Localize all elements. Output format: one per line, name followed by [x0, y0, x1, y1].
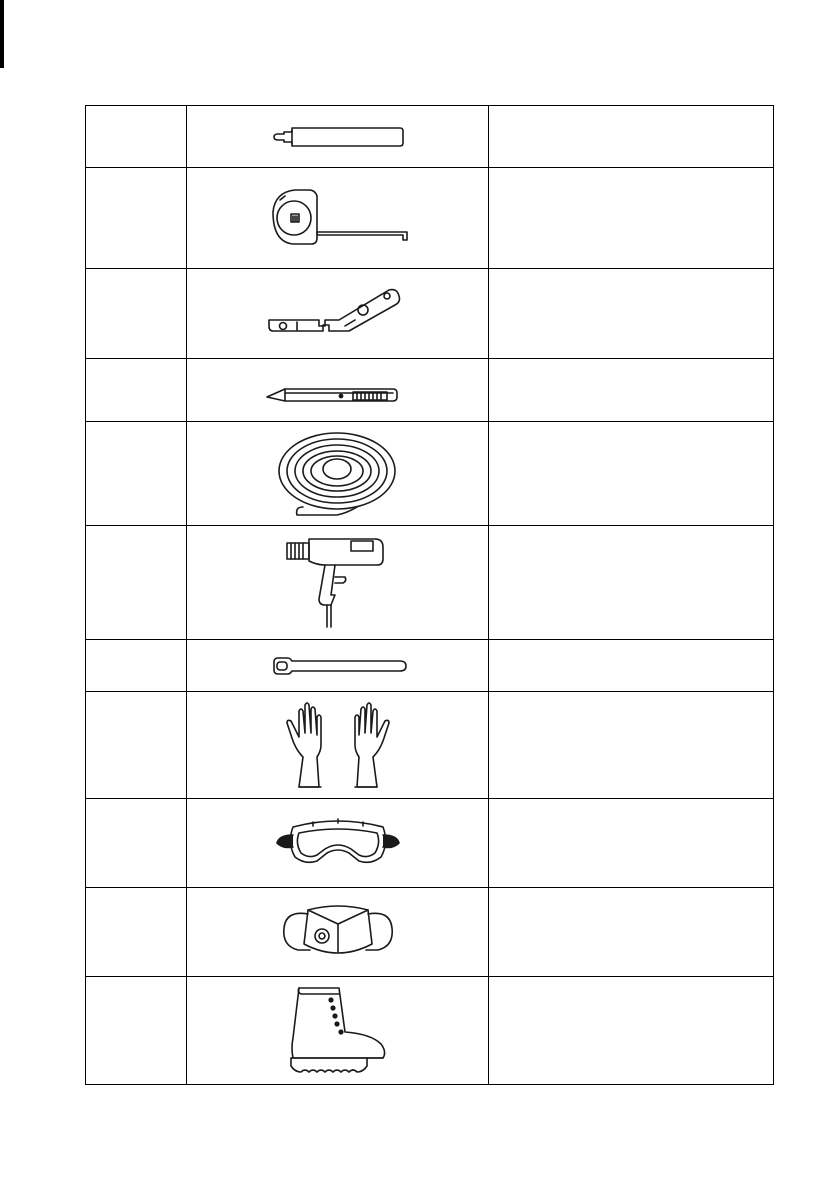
tool-picture-cell — [187, 269, 489, 359]
tool-picture-cell — [187, 692, 489, 799]
tool-description-cell — [489, 977, 774, 1085]
table-row — [86, 799, 774, 888]
tool-number-cell — [86, 888, 187, 977]
tool-description-cell — [489, 422, 774, 526]
tool-number-cell — [86, 526, 187, 640]
tool-description-cell — [489, 269, 774, 359]
tool-picture-cell — [187, 799, 489, 888]
tool-picture-cell — [187, 526, 489, 640]
tool-description-cell — [489, 168, 774, 269]
tool-number-cell — [86, 977, 187, 1085]
crimp-tool-icon — [263, 284, 413, 344]
tool-number-cell — [86, 359, 187, 422]
dust-mask-icon — [278, 900, 398, 964]
table-row — [86, 359, 774, 422]
tool-number-cell — [86, 269, 187, 359]
tape-measure-icon — [263, 186, 413, 250]
tool-description-cell — [489, 359, 774, 422]
cable-tie-icon — [268, 653, 408, 679]
tool-picture-cell — [187, 888, 489, 977]
marker-pen-icon — [268, 122, 408, 152]
table-row — [86, 269, 774, 359]
tool-description-cell — [489, 106, 774, 168]
tool-picture-cell — [187, 977, 489, 1085]
tool-number-cell — [86, 799, 187, 888]
tool-picture-cell — [187, 422, 489, 526]
tool-picture-cell — [187, 640, 489, 692]
tool-number-cell — [86, 106, 187, 168]
table-row — [86, 692, 774, 799]
tool-number-cell — [86, 168, 187, 269]
adhesive-tape-roll-icon — [273, 429, 403, 519]
utility-knife-icon — [263, 375, 413, 405]
tool-picture-cell — [187, 106, 489, 168]
page-edge-rule — [0, 0, 4, 68]
table-row — [86, 106, 774, 168]
protective-gloves-icon — [283, 697, 393, 793]
tool-picture-cell — [187, 168, 489, 269]
tool-description-cell — [489, 799, 774, 888]
tool-list-table — [85, 105, 774, 1085]
tool-description-cell — [489, 640, 774, 692]
table-row — [86, 977, 774, 1085]
tool-description-cell — [489, 888, 774, 977]
table-row — [86, 888, 774, 977]
safety-boot-icon — [283, 984, 393, 1078]
safety-goggles-icon — [273, 813, 403, 873]
tool-number-cell — [86, 640, 187, 692]
tool-number-cell — [86, 692, 187, 799]
table-row — [86, 168, 774, 269]
table-row — [86, 640, 774, 692]
heat-gun-icon — [283, 533, 393, 633]
tool-number-cell — [86, 422, 187, 526]
tool-description-cell — [489, 526, 774, 640]
tool-description-cell — [489, 692, 774, 799]
table-row — [86, 422, 774, 526]
tool-picture-cell — [187, 359, 489, 422]
table-row — [86, 526, 774, 640]
